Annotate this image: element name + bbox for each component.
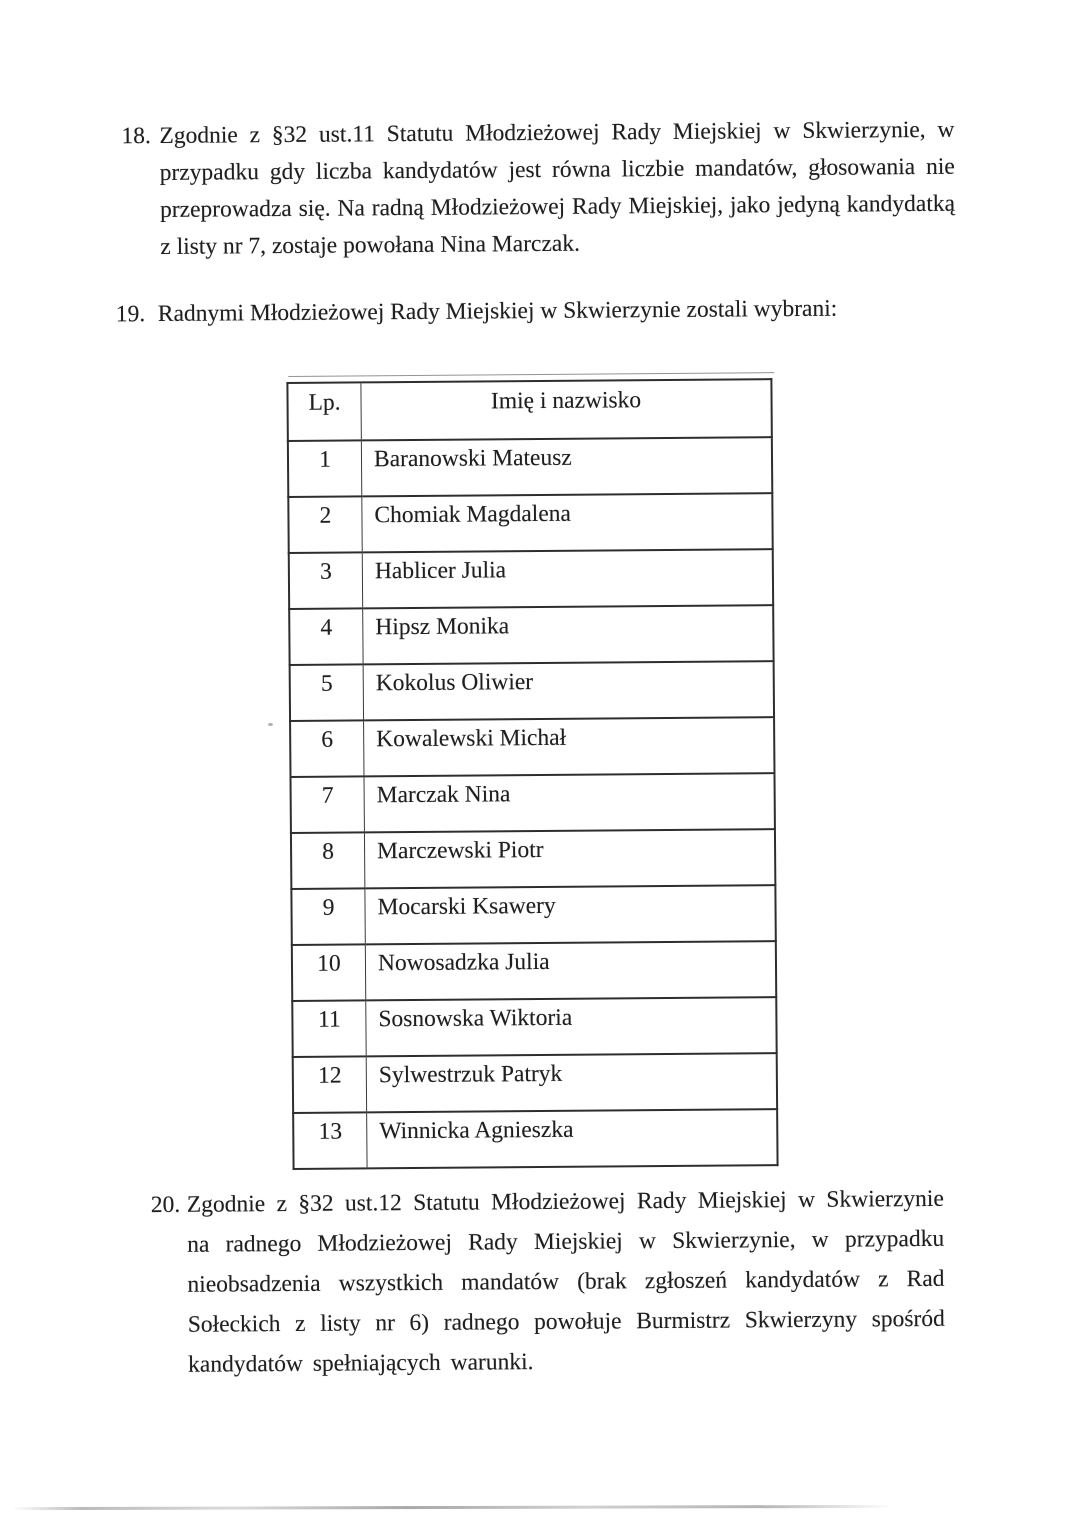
table-row: [293, 1109, 777, 1169]
cell-ordinal: 13: [293, 1112, 367, 1169]
cell-ordinal: 1: [288, 440, 362, 497]
cell-full-name: Sylwestrzuk Patryk: [366, 1053, 777, 1112]
paragraph-20-text: Zgodnie z §32 ust.12 Statutu Młodzieżowej Rady Miejskiej w Skwierzynie na radnego Młodzieżowej Rady Miejskiej w Skwierzynie, w przypadku nieobsadzenia wszystkich mandatów (brak zgłoszeń kandydatów z Rad Sołeckich z listy nr 6) radnego powołuje Burmistrz Skwierzyny spośród kandydatów spełniających warunki.: [186, 1185, 945, 1378]
cell-ordinal: 3: [289, 552, 363, 609]
cell-full-name: Nowosadzka Julia: [365, 941, 776, 1000]
table-row: [290, 773, 774, 833]
cell-full-name: Baranowski Mateusz: [361, 437, 772, 496]
scan-speck-artifact: [268, 723, 273, 726]
col-header-lp: Lp.: [287, 382, 361, 441]
cell-ordinal: 8: [291, 832, 365, 889]
council-table-body: [288, 437, 778, 1169]
paragraph-19: [116, 291, 838, 334]
table-row: [290, 717, 774, 777]
paragraph-18-text: Zgodnie z §32 ust.11 Statutu Młodzieżowej Rady Miejskiej w Skwierzynie, w przypadku gdy liczba kandydatów jest równa liczbie mandatów, głosowania nie przeprowadza się. Na radną Młodzieżowej Rady Miejskiej, jako jedyną kandydatką z listy nr 7, zostaje powołana Nina Marczak.: [159, 116, 956, 260]
cell-full-name: Chomiak Magdalena: [362, 493, 773, 552]
header-row: [287, 379, 771, 441]
cell-full-name: Marczewski Piotr: [364, 829, 775, 888]
cell-full-name: Sosnowska Wiktoria: [366, 997, 777, 1056]
cell-full-name: Kowalewski Michał: [364, 717, 775, 776]
list-number-18: 18.: [121, 123, 151, 150]
cell-full-name: Kokolus Oliwier: [363, 661, 774, 720]
cell-ordinal: 12: [293, 1056, 367, 1113]
table-row: [291, 829, 775, 889]
cell-full-name: Winnicka Agnieszka: [367, 1109, 778, 1168]
table-row: [293, 1053, 777, 1113]
paragraph-18: [121, 112, 955, 267]
elected-members-table: [286, 378, 778, 1170]
table-row: [289, 549, 773, 609]
cell-ordinal: 11: [292, 1000, 366, 1057]
list-number-19: 19.: [115, 301, 146, 328]
table-row: [288, 437, 772, 497]
table-row: [290, 661, 774, 721]
table-row: [291, 885, 775, 945]
paragraph-20: [151, 1179, 946, 1385]
cell-full-name: Marczak Nina: [364, 773, 775, 832]
cell-ordinal: 4: [289, 608, 363, 665]
table-row: [292, 941, 776, 1001]
table-row: [289, 605, 773, 665]
elected-members-table-wrapper: [286, 378, 778, 1170]
cell-ordinal: 9: [291, 888, 365, 945]
table-header: [287, 379, 771, 441]
col-header-name: Imię i nazwisko: [361, 379, 772, 440]
list-number-20: 20.: [150, 1191, 181, 1219]
table-row: [288, 493, 772, 553]
cell-ordinal: 6: [290, 720, 364, 777]
cell-ordinal: 10: [292, 944, 366, 1001]
cell-ordinal: 7: [290, 776, 364, 833]
paragraph-19-text: Radnymi Młodzieżowej Rady Miejskiej w Skwierzynie zostali wybrani:: [157, 295, 838, 327]
cell-full-name: Mocarski Ksawery: [365, 885, 776, 944]
table-row: [292, 997, 776, 1057]
cell-ordinal: 5: [290, 664, 364, 721]
cell-full-name: Hablicer Julia: [362, 549, 773, 608]
cell-full-name: Hipsz Monika: [363, 605, 774, 664]
cell-ordinal: 2: [288, 496, 362, 553]
